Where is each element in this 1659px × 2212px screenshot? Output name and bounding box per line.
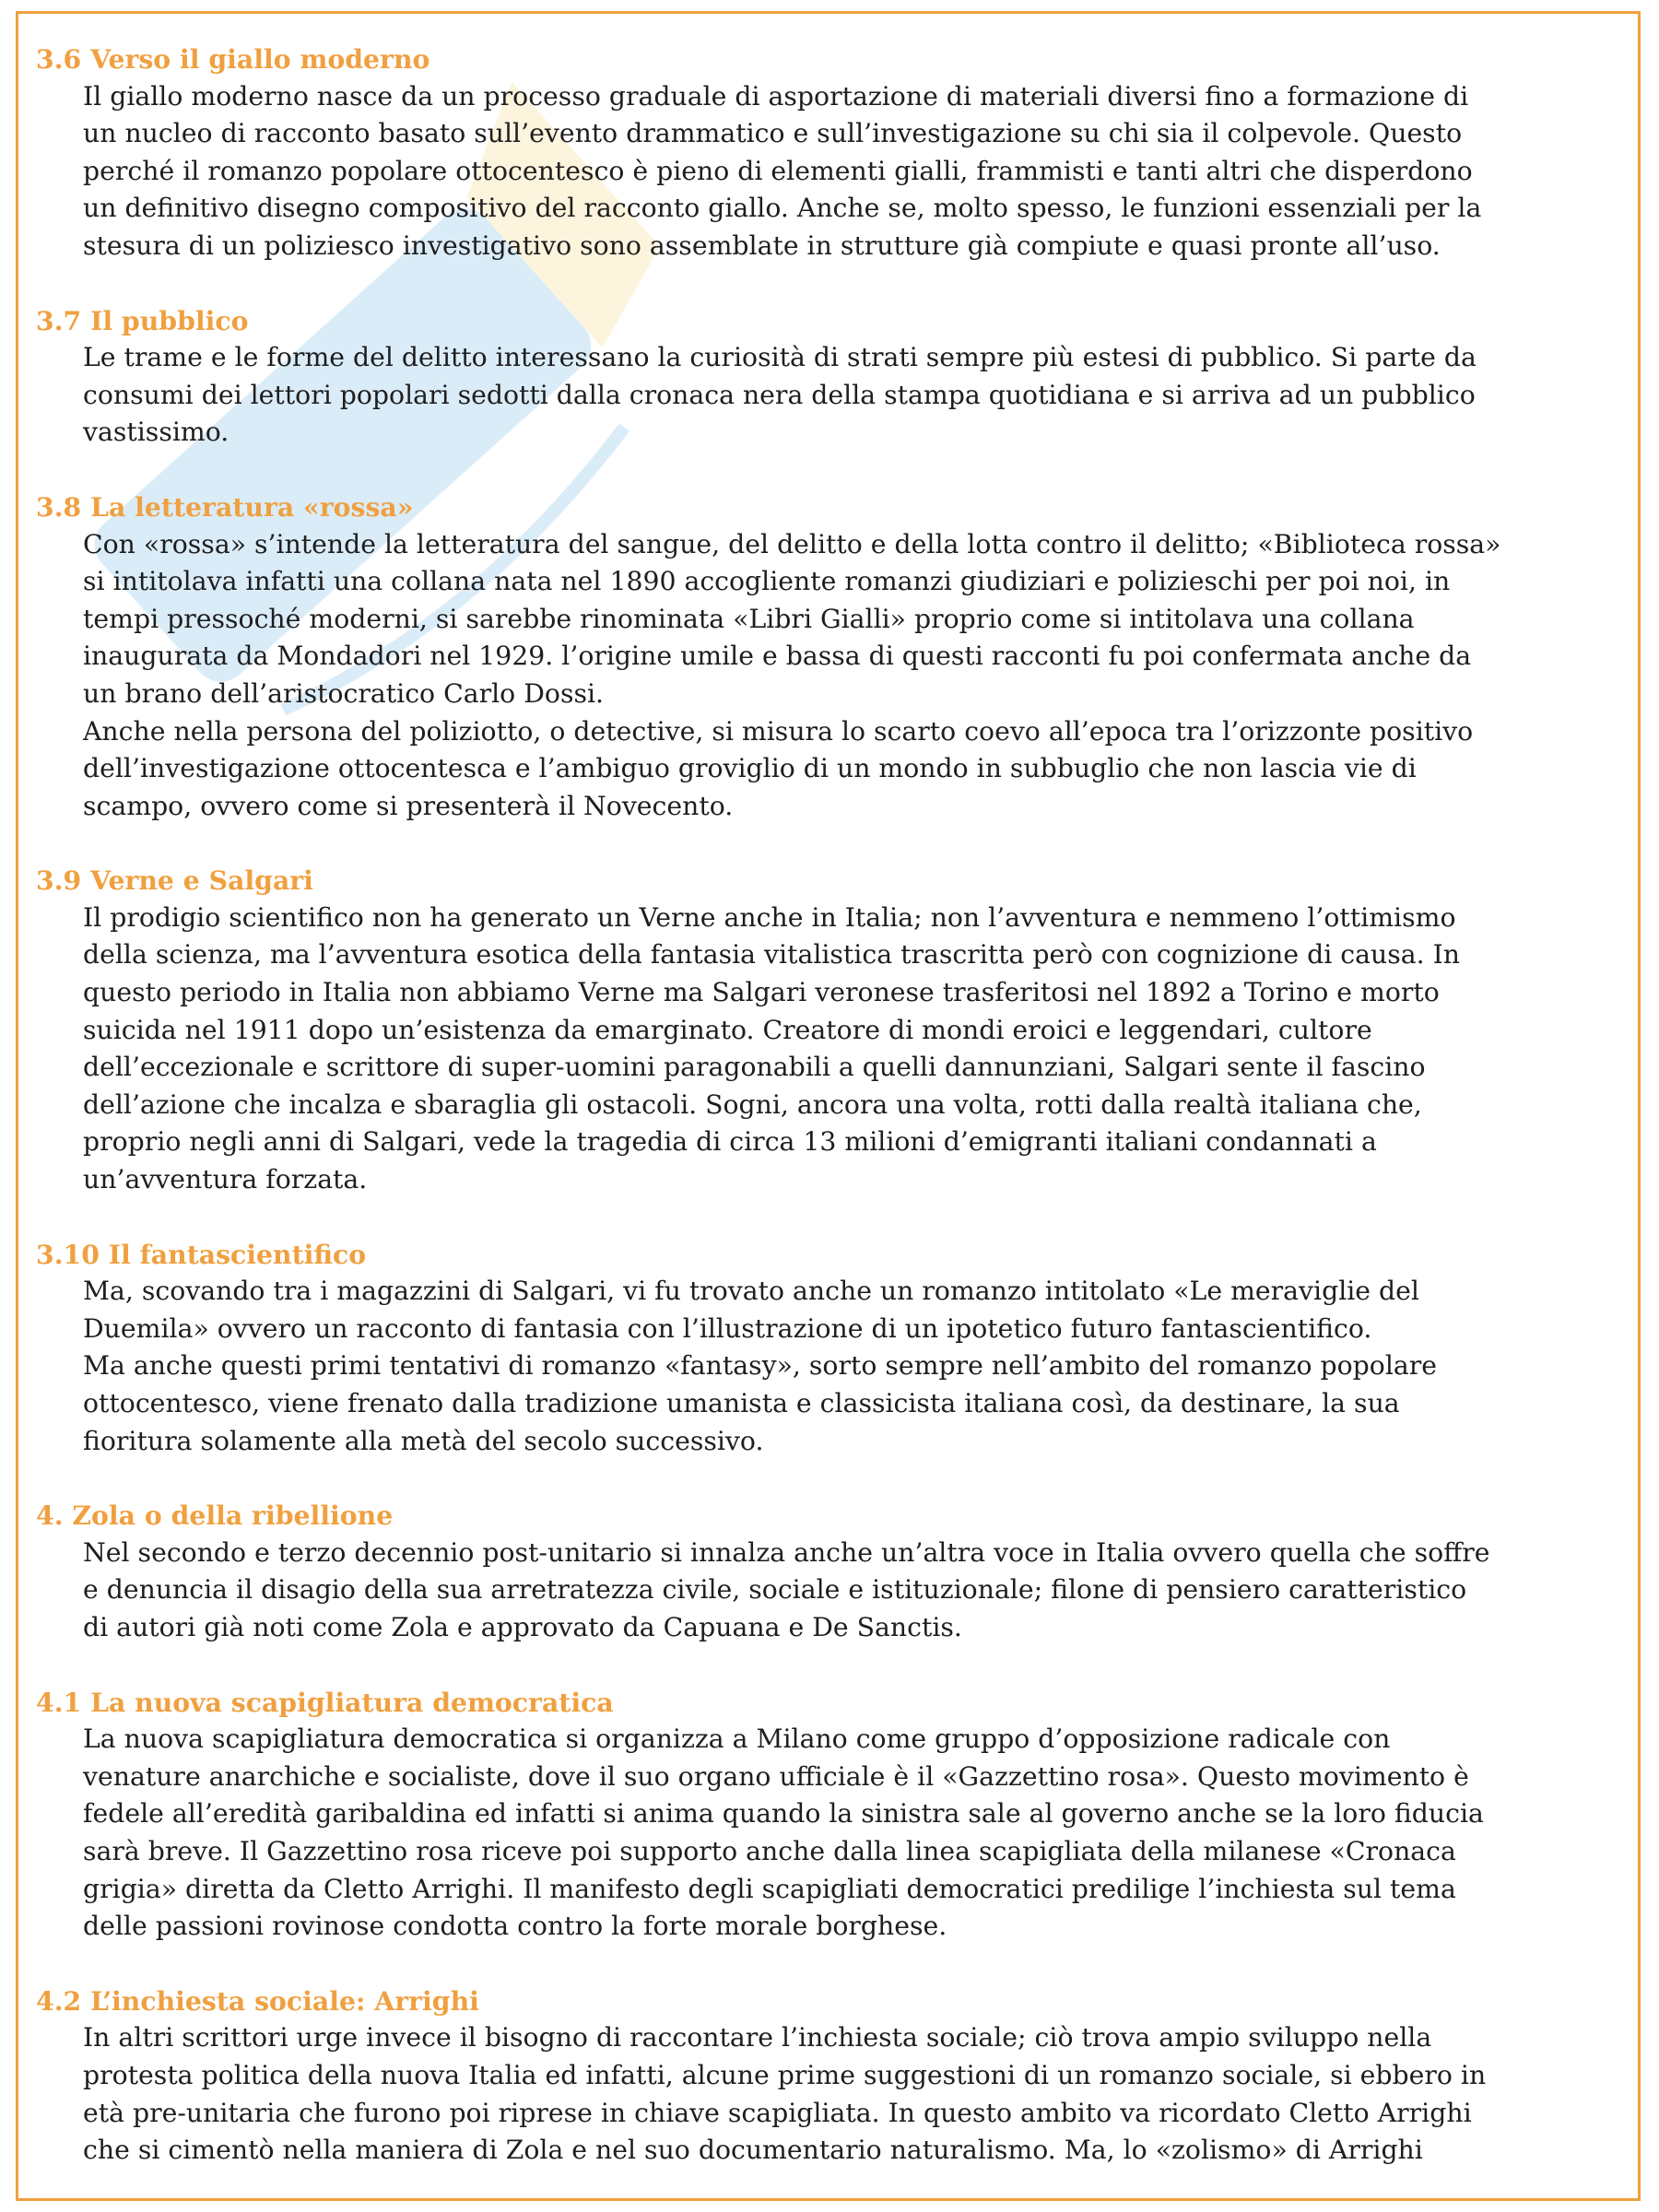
text-line: perché il romanzo popolare ottocentesco è pieno di elementi gialli, frammisti e tanti altri che disperdono xyxy=(83,155,1473,186)
text-line: Ma, scovando tra i magazzini di Salgari, vi fu trovato anche un romanzo intitolato «Le meraviglie del xyxy=(83,1276,1419,1307)
paragraph xyxy=(36,900,1621,1199)
text-line: dell’eccezionale e scrittore di super-uomini paragonabili a quelli dannunziani, Salgari sente il fascino xyxy=(83,1052,1426,1083)
text-line: consumi dei lettori popolari sedotti dalla cronaca nera della stampa quotidiana e si arriva ad un pubblico xyxy=(83,379,1476,410)
text-line: età pre-unitaria che furono poi riprese in chiave scapigliata. In questo ambito va ricordato Cletto Arrighi xyxy=(83,2097,1472,2128)
section xyxy=(36,302,1621,452)
text-line: un definitivo disegno compositivo del racconto giallo. Anche se, molto spesso, le funzioni essenziali per la xyxy=(83,193,1482,224)
paragraph xyxy=(36,1347,1621,1460)
text-line: suicida nel 1911 dopo un’esistenza da emarginato. Creatore di mondi eroici e leggendari, cultore xyxy=(83,1014,1372,1045)
paragraph xyxy=(36,1273,1621,1347)
text-line: Duemila» ovvero un racconto di fantasia con l’illustrazione di un ipotetico futuro fantascientifico. xyxy=(83,1312,1372,1344)
text-line: della scienza, ma l’avventura esotica della fantasia vitalistica trascritta però con cognizione di causa. In xyxy=(83,939,1461,971)
text-line: protesta politica della nuova Italia ed infatti, alcune prime suggestioni di un romanzo sociale, si ebbero in xyxy=(83,2059,1487,2090)
text-line: un nucleo di racconto basato sull’evento drammatico e sull’investigazione su chi sia il colpevole. Questo xyxy=(83,118,1463,149)
text-line: Il prodigio scientifico non ha generato un Verne anche in Italia; non l’avventura e nemmeno l’ottimismo xyxy=(83,901,1456,933)
text-line: fioritura solamente alla metà del secolo successivo. xyxy=(83,1425,764,1456)
text-line: fedele all’eredità garibaldina ed infatti si anima quando la sinistra sale al governo anche se la loro fiducia xyxy=(83,1798,1484,1830)
text-line: Ma anche questi primi tentativi di romanzo «fantasy», sorto sempre nell’ambito del romanzo popolare xyxy=(83,1350,1438,1382)
section xyxy=(36,488,1621,825)
text-line: un brano dell’aristocratico Carlo Dossi. xyxy=(83,677,605,709)
text-line: Il giallo moderno nasce da un processo graduale di asportazione di materiali diversi fino a formazione di xyxy=(83,80,1469,112)
text-line: di autori già noti come Zola e approvato da Capuana e De Sanctis. xyxy=(83,1611,962,1642)
section-heading: 3.6 Verso il giallo moderno xyxy=(36,43,430,75)
text-line: Anche nella persona del poliziotto, o detective, si misura lo scarto coevo all’epoca tra l’orizzonte positivo xyxy=(83,715,1474,747)
section-heading: 4. Zola o della ribellione xyxy=(36,1500,394,1532)
paragraph xyxy=(36,526,1621,713)
text-line: sarà breve. Il Gazzettino rosa riceve poi supporto anche dalla linea scapigliata della milanese «Cronaca xyxy=(83,1835,1456,1866)
section-heading: 3.10 Il fantascientifico xyxy=(36,1238,367,1270)
text-line: venature anarchiche e socialiste, dove il suo organo ufficiale è il «Gazzettino rosa». Questo movimento è xyxy=(83,1760,1469,1792)
section-heading: 4.2 L’inchiesta sociale: Arrighi xyxy=(36,1984,479,2017)
text-line: vastissimo. xyxy=(83,417,229,448)
paragraph xyxy=(36,713,1621,826)
document-body xyxy=(36,41,1621,2206)
text-line: Le trame e le forme del delitto interessano la curiosità di strati sempre più estesi di pubblico. Si parte da xyxy=(83,342,1477,373)
text-line: Con «rossa» s’intende la letteratura del sangue, del delitto e della lotta contro il delitto; «Biblioteca rossa» xyxy=(83,528,1501,559)
text-line: un’avventura forzata. xyxy=(83,1164,368,1195)
section-heading: 3.8 La letteratura «rossa» xyxy=(36,490,414,523)
section-heading: 3.9 Verne e Salgari xyxy=(36,865,313,897)
text-line: tempi pressoché moderni, si sarebbe rinominata «Libri Gialli» proprio come si intitolava una collana xyxy=(83,603,1415,634)
section xyxy=(36,862,1621,1198)
paragraph xyxy=(36,1721,1621,1946)
paragraph xyxy=(36,339,1621,452)
text-line: In altri scrittori urge invece il bisogno di raccontare l’inchiesta sociale; ciò trova ampio sviluppo nella xyxy=(83,2022,1432,2053)
text-line: dell’azione che incalza e sbaraglia gli ostacoli. Sogni, ancora una volta, rotti dalla realtà italiana che, xyxy=(83,1088,1422,1120)
text-line: si intitolava infatti una collana nata nel 1890 accogliente romanzi giudiziari e polizieschi per poi noi, in xyxy=(83,566,1451,597)
section xyxy=(36,41,1621,265)
paragraph xyxy=(36,78,1621,265)
text-line: che si cimentò nella maniera di Zola e nel suo documentario naturalismo. Ma, lo «zolismo» di Arrighi xyxy=(83,2135,1423,2166)
section-heading: 3.7 Il pubblico xyxy=(36,304,249,336)
paragraph xyxy=(36,2019,1621,2169)
text-line: scampo, ovvero come si presenterà il Novecento. xyxy=(83,790,734,821)
text-line: inaugurata da Mondadori nel 1929. l’origine umile e bassa di questi racconti fu poi confermata anche da xyxy=(83,641,1472,672)
text-line: ottocentesco, viene frenato dalla tradizione umanista e classicista italiana così, da destinare, la sua xyxy=(83,1388,1400,1418)
section xyxy=(36,1983,1621,2170)
text-line: Nel secondo e terzo decennio post-unitario si innalza anche un’altra voce in Italia ovvero quella che soffre xyxy=(83,1536,1490,1568)
text-line: stesura di un poliziesco investigativo sono assemblate in strutture già compiute e quasi pronte all’uso. xyxy=(83,229,1441,261)
text-line: delle passioni rovinose condotta contro la forte morale borghese. xyxy=(83,1911,947,1942)
text-line: dell’investigazione ottocentesca e l’ambiguo groviglio di un mondo in subbuglio che non lascia vie di xyxy=(83,753,1417,784)
text-line: proprio negli anni di Salgari, vede la tragedia di circa 13 milioni d’emigranti italiani condannati a xyxy=(83,1126,1377,1158)
text-line: La nuova scapigliatura democratica si organizza a Milano come gruppo d’opposizione radicale con xyxy=(83,1724,1391,1755)
text-line: e denuncia il disagio della sua arretratezza civile, sociale e istituzionale; filone di pensiero caratteristico xyxy=(83,1574,1467,1606)
paragraph xyxy=(36,1535,1621,1647)
text-line: questo periodo in Italia non abbiamo Verne ma Salgari veronese trasferitosi nel 1892 a Torino e morto xyxy=(83,977,1440,1008)
section xyxy=(36,1236,1621,1461)
section-heading: 4.1 La nuova scapigliatura democratica xyxy=(36,1686,614,1718)
text-line: grigia» diretta da Cletto Arrighi. Il manifesto degli scapigliati democratici predilige l’inchiesta sul tema xyxy=(83,1873,1456,1904)
section xyxy=(36,1497,1621,1646)
section xyxy=(36,1684,1621,1946)
